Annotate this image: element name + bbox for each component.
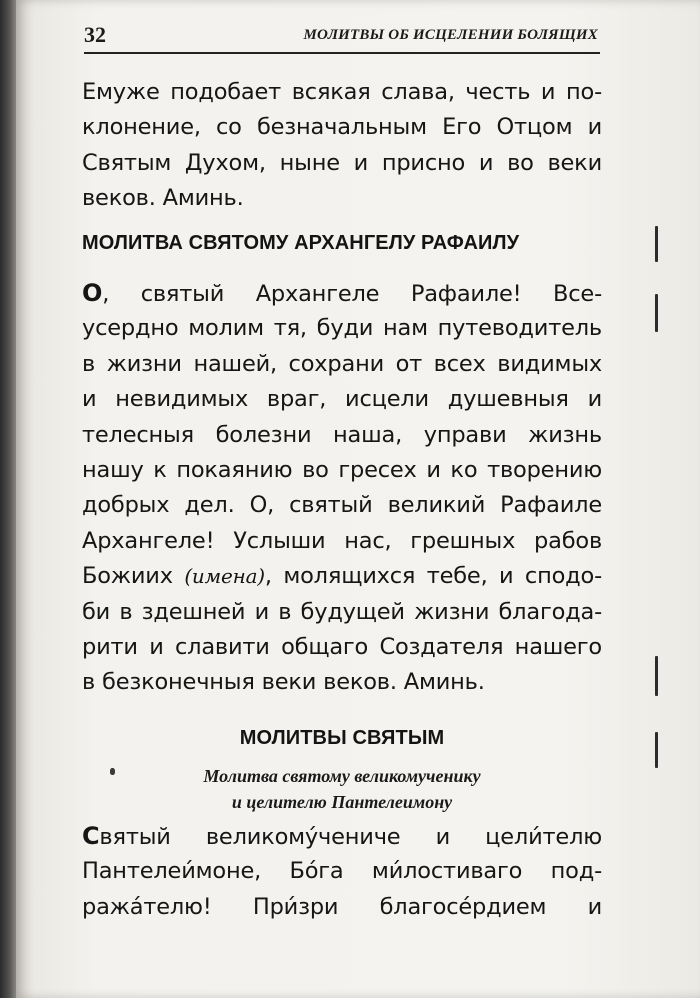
header-rule (84, 52, 600, 54)
text-fragment: , святый Архангеле Рафаиле! Все- (102, 281, 602, 307)
book-spine (0, 0, 16, 998)
text-line: в жизни нашей, сохрани от всех видимых (82, 350, 602, 377)
binding-staple (655, 732, 658, 768)
binding-staple (655, 294, 658, 332)
page-header (84, 22, 600, 50)
subheading-panteleimon (82, 763, 602, 815)
subheading-line: и целителю Пантелеимону (231, 792, 453, 812)
text-line (82, 276, 602, 311)
text-line: Пантелеи́моне, Бо́га ми́лостиваго под- (82, 858, 602, 885)
names-placeholder: (имена) (184, 564, 265, 589)
ink-speck (110, 768, 115, 775)
paragraph-prayer-raphael (82, 276, 602, 701)
text-line: Архангеле! Услыши нас, грешных рабов (82, 527, 602, 554)
text-fragment: вятый великому́чениче и цели́телю (99, 824, 602, 850)
text-line: в безконечныя веки веков. Аминь. (82, 669, 485, 696)
text-line: веков. Аминь. (82, 185, 244, 212)
text-line: Святым Духом, ныне и присно и во веки (82, 149, 602, 176)
text-line: усердно молим тя, буди нам путеводитель (82, 315, 602, 342)
text-line: телесныя болезни наша, управи жизнь (82, 421, 602, 448)
paragraph-doxology (82, 75, 602, 217)
binding-staple (655, 656, 658, 696)
subheading-line: Молитва святому великомученику (203, 766, 481, 786)
text-line: рити и славити общаго Создателя нашего (82, 633, 602, 660)
running-title: МОЛИТВЫ ОБ ИСЦЕЛЕНИИ БОЛЯЩИХ (303, 27, 598, 43)
text-fragment: , молящихся тебе, и сподо- (264, 563, 602, 590)
text-line: клонение, со безначальным Его Отцом и (82, 114, 602, 141)
text-line (82, 559, 602, 594)
text-line (82, 819, 602, 854)
text-line: би в здешней и в будущей жизни благода- (82, 598, 602, 625)
text-line: добрых дел. О, святый великий Рафаиле (82, 492, 602, 519)
initial-letter: С (82, 822, 100, 850)
text-fragment: Божиих (82, 563, 185, 590)
paragraph-prayer-panteleimon (82, 819, 602, 925)
text-line: и невидимых враг, исцели душевныя и (82, 386, 602, 413)
heading-prayer-raphael: МОЛИТВА СВЯТОМУ АРХАНГЕЛУ РАФАИЛУ (82, 232, 520, 254)
heading-prayers-to-saints: МОЛИТВЫ СВЯТЫМ (239, 727, 445, 749)
text-line: Емуже подобает всякая слава, честь и по- (82, 79, 602, 105)
initial-letter: О (82, 279, 103, 307)
binding-staple (655, 226, 658, 262)
text-line: нашу к покаянию во гресех и ко творению (82, 456, 602, 483)
text-line: ража́телю! При́зри благосе́рдием и (82, 893, 602, 920)
page-number: 32 (84, 22, 106, 47)
